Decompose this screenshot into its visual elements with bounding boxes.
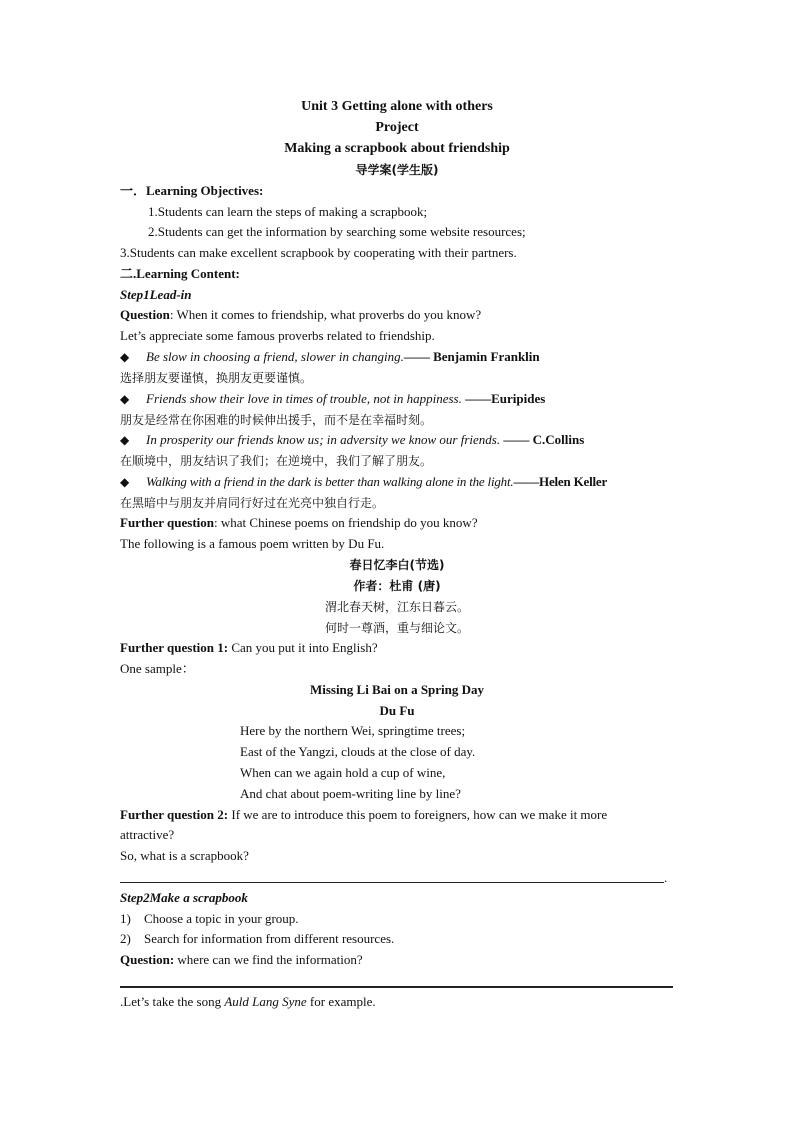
step2-item: [120, 911, 680, 927]
scrapbook-question: So, what is a scrapbook?: [120, 848, 249, 863]
song-title: Auld Lang Syne: [224, 994, 307, 1009]
en-poem-author: Du Fu: [379, 703, 415, 718]
further-question-2-label: Further question 2:: [120, 807, 229, 822]
further-question-label: Further question: [120, 515, 215, 530]
step2-item-text: Search for information from different resources.: [144, 931, 395, 946]
poem-intro: The following is a famous poem written by Du Fu.: [120, 536, 385, 551]
diamond-bullet-icon: ◆: [120, 475, 130, 489]
song-prefix: .Let’s take the song: [120, 994, 225, 1009]
diamond-bullet-icon: ◆: [120, 433, 130, 447]
cn-poem-title: 春日忆李白(节选): [349, 558, 445, 572]
song-example-line: [120, 994, 680, 1010]
proverb-translation: 选择朋友要谨慎，换朋友更要谨慎。: [120, 371, 313, 385]
proverb-line: [120, 349, 680, 365]
en-poem-line: Here by the northern Wei, springtime trees;: [240, 723, 466, 738]
objective-item: 1.Students can learn the steps of making a scrapbook;: [148, 204, 428, 219]
step2-question-label: Question:: [120, 952, 175, 967]
step1-heading: Step1Lead-in: [120, 287, 192, 302]
song-suffix: for example.: [306, 994, 376, 1009]
diamond-bullet-icon: ◆: [120, 350, 130, 364]
further-question-1-label: Further question 1:: [120, 640, 229, 655]
step2-heading: Step2Make a scrapbook: [120, 890, 248, 905]
proverb-translation: 在顺境中，朋友结识了我们；在逆境中，我们了解了朋友。: [120, 454, 433, 468]
answer-line-end: .: [664, 870, 668, 885]
further-question-2-line: [120, 807, 680, 823]
cn-poem-line: 何时一尊酒，重与细论文。: [324, 621, 469, 635]
proverb-quote: In prosperity our friends know us; in adversity we know our friends.: [146, 432, 501, 447]
proverb-quote: Friends show their love in times of trouble, not in happiness.: [146, 391, 462, 406]
unit-title: Unit 3 Getting alone with others: [301, 99, 493, 114]
proverbs-intro: Let’s appreciate some famous proverbs related to friendship.: [120, 328, 435, 343]
further-question-2-text: If we are to introduce this poem to foreigners, how can we make it more: [228, 807, 608, 822]
proverb-translation: 在黑暗中与朋友并肩同行好过在光亮中独自行走。: [120, 496, 385, 510]
further-question-1-text: Can you put it into English?: [228, 640, 378, 655]
step2-item: [120, 931, 680, 947]
proverb-line: [120, 474, 680, 490]
further-question-2-continuation: attractive?: [120, 827, 175, 842]
edition-label: 导学案(学生版): [355, 163, 439, 177]
cn-poem-line: 渭北春天树，江东日暮云。: [324, 600, 469, 614]
diamond-bullet-icon: ◆: [120, 392, 130, 406]
en-poem-line: When can we again hold a cup of wine,: [240, 765, 446, 780]
proverb-author: ——Helen Keller: [513, 474, 608, 489]
cn-poem-author: 作者：杜甫 (唐): [353, 579, 441, 593]
question-text: : When it comes to friendship, what proverbs do you know?: [169, 307, 482, 322]
en-poem-line: And chat about poem-writing line by line?: [240, 786, 461, 801]
proverb-line: [120, 432, 680, 448]
objective-item: 3.Students can make excellent scrapbook by cooperating with their partners.: [120, 245, 517, 260]
step2-item-text: Choose a topic in your group.: [144, 911, 299, 926]
sample-label: One sample：: [120, 661, 195, 676]
proverb-translation: 朋友是经常在你困难的时候伸出援手，而不是在幸福时刻。: [120, 413, 433, 427]
answer-line: [120, 986, 673, 988]
step2-question-text: where can we find the information?: [174, 952, 363, 967]
en-poem-title: Missing Li Bai on a Spring Day: [309, 682, 485, 697]
proverb-quote: Be slow in choosing a friend, slower in changing.: [146, 349, 404, 364]
further-question-line: [120, 515, 680, 531]
objective-item: 2.Students can get the information by searching some website resources;: [148, 224, 526, 239]
proverb-quote: Walking with a friend in the dark is better than walking alone in the light.: [146, 474, 514, 489]
answer-line: [120, 882, 664, 883]
proverb-author: —— C.Collins: [503, 432, 585, 447]
step2-item-number: 1): [120, 911, 131, 926]
en-poem-line: East of the Yangzi, clouds at the close of day.: [240, 744, 476, 759]
question-line: [120, 307, 680, 323]
proverb-line: [120, 391, 680, 407]
step2-item-number: 2): [120, 931, 131, 946]
content-heading: 二.Learning Content:: [120, 266, 240, 281]
project-heading: Project: [375, 120, 419, 135]
proverb-author: —— Benjamin Franklin: [403, 349, 540, 364]
further-question-text: : what Chinese poems on friendship do you know?: [214, 515, 478, 530]
subtitle: Making a scrapbook about friendship: [284, 141, 510, 156]
step2-question-line: [120, 952, 680, 968]
objectives-heading: 一．Learning Objectives:: [120, 183, 264, 198]
proverb-author: ——Euripides: [465, 391, 546, 406]
question-label: Question: [120, 307, 170, 322]
further-question-1-line: [120, 640, 680, 656]
